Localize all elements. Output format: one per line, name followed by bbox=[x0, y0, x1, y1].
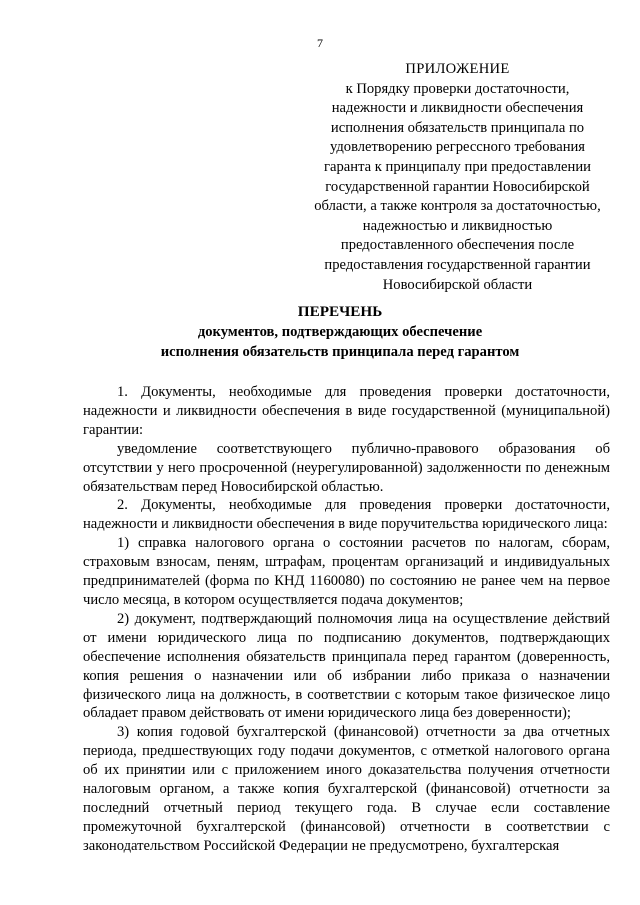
paragraph-item-2: 2. Документы, необходимые для проведения проверки достаточности, надежности и ликвидности обеспечения в виде поручительства юридического лица: bbox=[83, 497, 610, 533]
appendix-line: к Порядку проверки достаточности, bbox=[345, 80, 570, 97]
paragraph-notification: уведомление соответствующего публично-правового образования об отсутствии у него просроченной (неурегулированной) задолженности по денежным обязательствам перед Новосибирской областью. bbox=[83, 440, 610, 495]
appendix-title: ПРИЛОЖЕНИЕ bbox=[405, 61, 510, 77]
appendix-line: исполнения обязательств принципала по bbox=[330, 119, 585, 136]
appendix-block bbox=[300, 60, 615, 295]
appendix-line: предоставленного обеспечения после bbox=[340, 237, 575, 254]
appendix-line: Новосибирской области bbox=[382, 276, 533, 293]
appendix-line: гаранта к принципалу при предоставлении bbox=[324, 158, 591, 175]
appendix-line: предоставления государственной гарантии bbox=[324, 256, 591, 273]
appendix-line: надежностью и ликвидностью bbox=[362, 217, 553, 234]
appendix-line: надежности и ликвидности обеспечения bbox=[331, 100, 584, 117]
paragraph-subitem-2: 2) документ, подтверждающий полномочия лица на осуществление действий от имени юридического лица по подписанию документов, подтверждающих обеспечение исполнения обязательств принципала перед гарантом (доверенность, копия решения о назначении или об избрании либо приказа о назначении физического лица на должность, в соответствии с которым такое физическое лицо обладает правом действовать от имени юридического лица без доверенности); bbox=[83, 610, 610, 722]
heading-subtitle-line: документов, подтверждающих обеспечение bbox=[197, 324, 483, 340]
appendix-line: удовлетворению регрессного требования bbox=[329, 139, 586, 156]
page-number: 7 bbox=[317, 36, 323, 50]
document-heading bbox=[80, 302, 600, 362]
paragraph-item-1: 1. Документы, необходимые для проведения проверки достаточности, надежности и ликвидности обеспечения в виде государственной (муниципальной) гарантии: bbox=[83, 384, 610, 438]
heading-subtitle-line: исполнения обязательств принципала перед гарантом bbox=[160, 344, 520, 360]
appendix-line: государственной гарантии Новосибирской bbox=[325, 178, 590, 195]
appendix-line: области, а также контроля за достаточностью, bbox=[314, 198, 601, 215]
heading-title: ПЕРЕЧЕНЬ bbox=[297, 303, 383, 320]
document-body bbox=[83, 383, 610, 856]
paragraph-subitem-3: 3) копия годовой бухгалтерской (финансовой) отчетности за два отчетных периода, предшествующих году подачи документов, с отметкой налогового органа об их принятии или с приложением иного доказательства получения отчетности налоговым органом, а также копия бухгалтерской (финансовой) отчетности за последний отчетный период текущего года. В случае если составление промежуточной бухгалтерской (финансовой) отчетности в соответствии с законодательством Российской Федерации не предусмотрено, бухгалтерская bbox=[83, 724, 610, 854]
paragraph-subitem-1: 1) справка налогового органа о состоянии расчетов по налогам, сборам, страховым взносам, пеням, штрафам, процентам организаций и индивидуальных предпринимателей (форма по КНД 1160080) по состоянию не ранее чем на первое число месяца, в котором осуществляется подача документов; bbox=[83, 535, 610, 608]
